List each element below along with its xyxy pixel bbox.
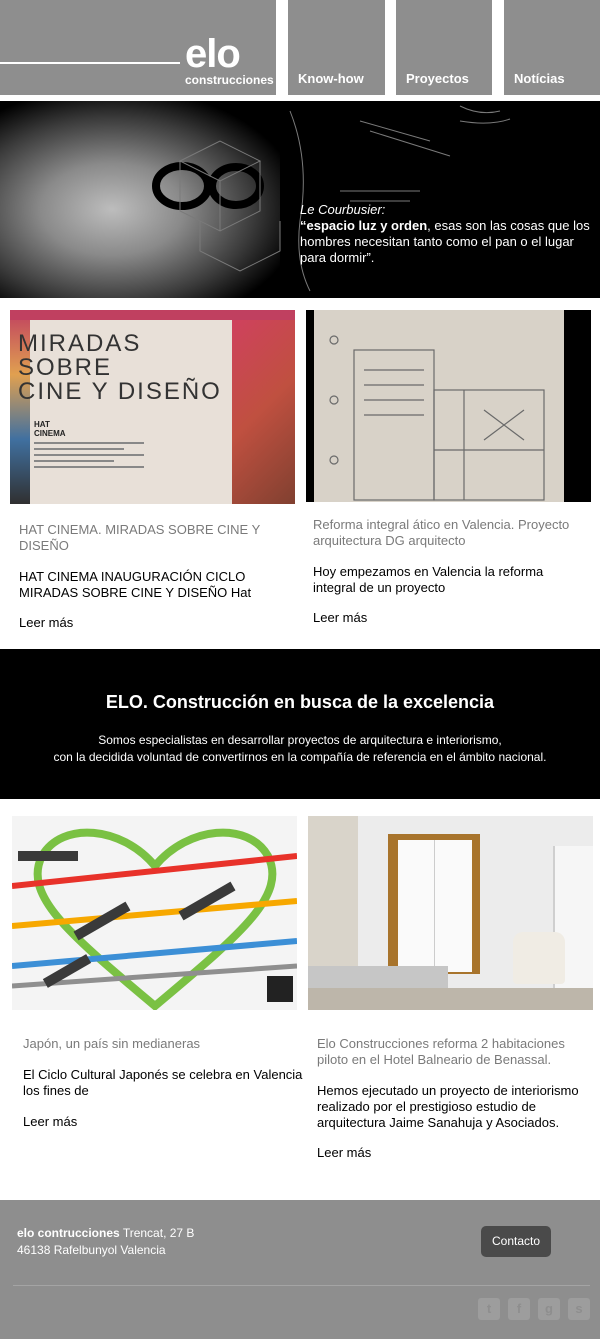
- card-image-blueprint[interactable]: [306, 310, 591, 502]
- floor: [308, 988, 593, 1010]
- footer-address: [17, 1225, 194, 1259]
- quote-text: , esas son las cosas que los hombres necesitan tanto como el pan o el lugar para dormir”.: [300, 218, 590, 265]
- hat-cinema-logo: HAT CINEMA: [34, 420, 66, 438]
- read-more-link[interactable]: Leer más: [19, 615, 74, 630]
- logo-wordmark: elo: [185, 32, 240, 76]
- contact-button[interactable]: Contacto: [481, 1226, 551, 1257]
- card-excerpt: HAT CINEMA INAUGURACIÓN CICLO MIRADAS SOBRE CINE Y DISEÑO Hat: [19, 569, 252, 600]
- skype-icon[interactable]: s: [568, 1298, 590, 1320]
- company-name: elo contrucciones: [17, 1226, 120, 1240]
- wardrobe: [388, 834, 480, 974]
- poster-title-line: CINE Y DISEÑO: [18, 378, 222, 405]
- nav-item-noticias[interactable]: [504, 0, 600, 95]
- banner-text: [0, 732, 600, 766]
- blueprint-drawing: [314, 310, 564, 502]
- facebook-icon[interactable]: f: [508, 1298, 530, 1320]
- read-more-link[interactable]: Leer más: [23, 1114, 78, 1129]
- street: Trencat, 27 B: [122, 1226, 195, 1240]
- poster-strip-right: [232, 310, 295, 504]
- banner-line: Somos especialistas en desarrollar proyectos de arquitectura e interiorismo,: [98, 733, 502, 747]
- poster-title: [18, 332, 222, 404]
- card-image-hat-cinema[interactable]: [10, 310, 295, 504]
- card-image-hotel-room[interactable]: [308, 816, 593, 1010]
- card-excerpt: Hemos ejecutado un proyecto de interiorismo realizado por el prestigioso estudio de arquitectura Jaime Sanahuja y Asociados.: [317, 1083, 579, 1130]
- hero-quote: [300, 202, 590, 266]
- card-excerpt: El Ciclo Cultural Japonés se celebra en Valencia los fines de: [23, 1067, 303, 1098]
- banner-title: ELO. Construcción en busca de la excelencia: [105, 692, 495, 712]
- nav-label: Notícias: [514, 71, 565, 86]
- google-icon[interactable]: g: [538, 1298, 560, 1320]
- poster-top-strip: [10, 310, 295, 320]
- footer-divider: [13, 1285, 590, 1286]
- poster-fine-print: [34, 438, 144, 486]
- city: 46138 Rafelbunyol Valencia: [17, 1243, 166, 1257]
- card-image-japan-map[interactable]: [12, 816, 297, 1010]
- wardrobe-split: [434, 840, 435, 972]
- armchair: [513, 932, 565, 984]
- nav-item-proyectos[interactable]: [396, 0, 492, 95]
- poster-title-line: SOBRE: [18, 354, 113, 381]
- banner-line: con la decidida voluntad de convertirnos en la compañía de referencia en el ámbito nacional.: [53, 750, 547, 764]
- mission-banner: [0, 649, 600, 799]
- logo-line: [0, 62, 180, 64]
- subway-map-illustration: [12, 816, 297, 1010]
- architecture-sketch: [160, 101, 600, 298]
- nav-item-know-how[interactable]: [288, 0, 385, 95]
- card-title[interactable]: Reforma integral ático en Valencia. Proyecto arquitectura DG arquitecto: [313, 517, 570, 548]
- read-more-link[interactable]: Leer más: [313, 610, 368, 625]
- quote-author: Le Courbusier:: [300, 202, 386, 217]
- hero-banner: [0, 101, 600, 298]
- nav-label: Know-how: [298, 71, 364, 86]
- card-title[interactable]: Japón, un país sin medianeras: [23, 1036, 201, 1051]
- quote-highlight: “espacio luz y orden: [300, 218, 428, 233]
- nav-label: Proyectos: [406, 71, 469, 86]
- site-footer: [0, 1200, 600, 1339]
- logo[interactable]: [0, 0, 276, 95]
- poster-title-line: MIRADAS: [18, 330, 142, 357]
- card-title[interactable]: Elo Construcciones reforma 2 habitaciones piloto en el Hotel Balneario de Benassal.: [317, 1036, 565, 1067]
- door: [553, 846, 593, 1010]
- wardrobe-doors: [398, 840, 472, 972]
- site-header: [0, 0, 600, 100]
- read-more-link[interactable]: Leer más: [317, 1145, 372, 1160]
- logo-subtitle: construcciones: [185, 73, 274, 87]
- card-title[interactable]: HAT CINEMA. MIRADAS SOBRE CINE Y DISEÑO: [19, 522, 261, 553]
- twitter-icon[interactable]: t: [478, 1298, 500, 1320]
- card-excerpt: Hoy empezamos en Valencia la reforma integral de un proyecto: [313, 564, 544, 595]
